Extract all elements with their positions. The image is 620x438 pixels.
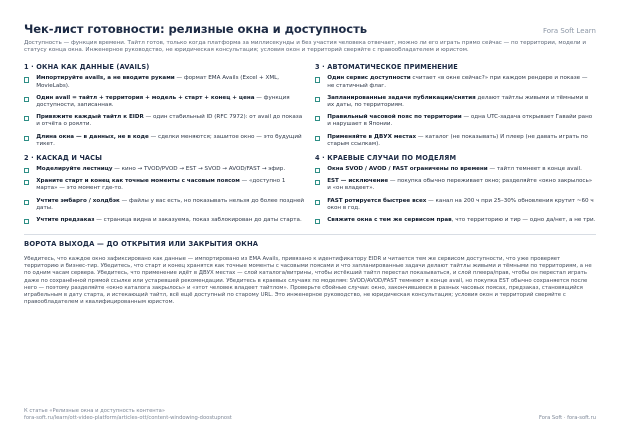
footer-article: К статье «Релизные окна и доступность контента» [24,408,166,414]
checklist-columns [24,60,596,229]
checklist-item-lead: FAST ротируется быстрее всех [327,197,427,204]
checklist-item-lead: EST — исключение [327,178,389,185]
checklist-item-detail: — функция доступности, записанная. [36,94,290,109]
checklist-item-lead: Один avail = тайтл + территория + модель + старт + конец + цена [36,94,255,101]
checklist-item-detail: — одна UTC-задача открывает Гавайи рано и нарушает в Японии. [327,114,593,128]
checklist-item-text [36,178,305,192]
checklist-item-text [327,198,596,212]
section-divider [24,234,596,235]
checklist-item-text [36,95,305,109]
checklist-item-text [327,217,595,224]
checklist-item [24,134,305,148]
footer-source [24,408,232,422]
checkbox[interactable] [315,200,320,205]
checklist-item-text [36,166,285,173]
checklist-item-detail: считает «в окне сейчас?» при каждом рендере и показе — не статичный флаг. [327,75,588,89]
checklist-item [315,166,596,173]
checklist-item-detail: — каталог (не показывать) И плеер (не давать играть по старым ссылкам). [327,133,588,147]
checklist-item-lead: Учтите предзаказ [36,217,95,224]
checkbox[interactable] [24,136,29,141]
checklist-item-lead: Применяйте в ДВУХ местах [327,133,417,140]
checklist-item-lead: Длина окна — в данных, не в коде [36,133,149,140]
checklist-item-detail: — кино → TVOD/PVOD → EST → SVOD → AVOD/FAST → эфир. [112,166,286,173]
gate-text: Убедитесь, что каждое окно зафиксировано как данные — импортировано из EMA Avails, привязано к идентификатору EIDR и читается тем же сервисом доступности, что уже проверяет территорию и бизнес-тир. Убедитесь, что старт и конец хранятся как точные моменты с часовыми поясами и что запланированные задачи делают тайтлы живыми и тёмными по территориям, а не по одним часам сервера. Убедитесь, что применение идёт в ДВУХ местах — слой каталога/витрины, чтобы истёкший тайтл перестал показываться, и слой плеера/прав, чтобы он перестал играть даже по сохранённой прямой ссылке или устаревшей рекомендации. Убедитесь в краевых случаях по моделям: SVOD/AVOD/FAST темнеют в конце avail, но покупка EST обычно сохраняется после него — поэтому разделяйте «окно каталога закрылось» и «этот человек владеет тайтлом». Проверьте сбойные случаи: окно, закончившееся в разных часовых поясах, предзаказ, становящийся играбельным в дату старта, и истекающий тайтл, всё ещё доступный по старому URL. Это инженерное руководство, не юридическая консультация; условия окон и территорий сверяйте с правообладателем и квалифицированным юристом. [24,256,592,305]
checklist-item-lead: Импортируйте avails, а не вводите руками [36,75,175,82]
checkbox[interactable] [24,77,29,82]
checklist-item-lead: Запланированные задачи публикации/снятия [327,94,476,101]
checklist-item-detail: — формат EMA Avails (Excel + XML, MovieLabs). [36,75,280,89]
checklist-item-detail: — страница видна и заказуема, показ заблокирован до даты старта. [94,217,302,224]
checkbox[interactable] [315,180,320,185]
gate-heading: ВОРОТА ВЫХОДА — ДО ОТКРЫТИЯ ИЛИ ЗАКРЫТИЯ ОКНА [24,240,259,249]
checklist-item-lead: Свяжите окна с тем же сервисом прав [327,217,452,224]
checkbox[interactable] [315,97,320,102]
checklist-item-detail: — сделки меняются; зашитое окно — это будущий тикет. [36,133,302,147]
footer-brand: Fora Soft · fora-soft.ru [538,415,596,421]
checklist-item [315,95,596,109]
checklist-item-detail: — тайтл темнеет в конце avail. [487,166,582,173]
intro-text: Доступность — функция времени. Тайтл готов, только когда платформа за миллисекунды и без участия человека отвечает, можно ли его играть прямо сейчас — по территории, модели и статусу конца окна. Инженерное руководство, не юридическая консультация; условия окон и территорий сверяйте с правообладателем и юристом. [24,40,586,54]
checkbox[interactable] [24,180,29,185]
checklist-item-lead: Моделируйте лестницу [36,166,113,173]
checkbox[interactable] [315,219,320,224]
checklist-item [315,198,596,212]
checklist-item-text [36,114,305,128]
checklist-item-lead: Храните старт и конец как точные моменты с часовым поясом [36,178,240,185]
checkbox[interactable] [315,168,320,173]
checkbox[interactable] [24,219,29,224]
checklist-item [24,198,305,212]
checklist-item [24,75,305,89]
checklist-item [315,134,596,148]
checklist-item [315,178,596,192]
checklist-item-text [36,217,302,224]
checklist-item [315,114,596,128]
checklist-item-lead: Привяжите каждый тайтл к EIDR [36,114,144,121]
checklist-item-lead: Окна SVOD / AVOD / FAST ограничены по времени [327,166,488,173]
footer-url[interactable]: fora-soft.ru/learn/ott-video-platform/articles-ott/content-windowing-doostupnost [24,415,232,421]
checklist-item-text [327,134,596,148]
checkbox[interactable] [315,136,320,141]
checklist-item [24,217,305,224]
section-heading: 2 · КАСКАД И ЧАСЫ [24,154,103,163]
checklist-item-text [36,134,305,148]
checkbox[interactable] [24,97,29,102]
checklist-item [24,178,305,192]
checklist-item [24,114,305,128]
left-column [24,60,305,229]
section-heading: 4 · КРАЕВЫЕ СЛУЧАИ ПО МОДЕЛЯМ [315,154,457,163]
checklist-item-detail: — канал на 200 ч при 25–30% обновления крутит ~60 ч окон в год. [327,197,594,211]
checklist-item-detail: — покупка обычно переживает окно; разделяйте «окно закрылось» и «он владеет». [327,178,593,192]
checklist-item-text [36,198,305,212]
checklist-item-text [327,75,596,89]
checklist-item-lead: Правильный часовой пояс по территории [327,114,462,121]
checkbox[interactable] [24,116,29,121]
checklist-item [315,217,596,224]
checklist-item-text [327,95,596,109]
checklist-item-detail: — файлы у вас есть, но показывать нельзя до более поздней даты. [36,197,305,211]
checklist-item-detail: — «доступно 1 марта» — это момент где-то. [36,178,286,192]
checklist-item-lead: Один сервис доступности [327,75,411,82]
checkbox[interactable] [315,77,320,82]
checkbox[interactable] [24,168,29,173]
checklist-item-text [327,114,596,128]
checklist-item-detail: делают тайтлы живыми и тёмными в их даты, по территориям. [327,94,589,109]
checklist-item [24,95,305,109]
checklist-item-detail: — один стабильный ID (RFC 7972): от avail до показа и отчёта о роялти. [36,114,303,128]
checklist-item-lead: Учтите эмбарго / холдбэк [36,197,120,204]
right-column [315,60,596,229]
checklist-item [315,75,596,89]
checklist-item-detail: , что территорию и тир — одно да/нет, а не три. [451,217,596,224]
section-heading: 1 · ОКНА КАК ДАННЫЕ (AVAILS) [24,63,150,72]
checklist-item [24,166,305,173]
checklist-item-text [36,75,305,89]
section-heading: 3 · АВТОМАТИЧЕСКОЕ ПРИМЕНЕНИЕ [315,63,458,72]
checkbox[interactable] [315,116,320,121]
page-header [24,22,596,36]
brand-label: Fora Soft Learn [542,27,596,35]
checklist-item-text [327,166,582,173]
checkbox[interactable] [24,200,29,205]
page-footer [24,408,596,422]
checklist-item-text [327,178,596,192]
page-title: Чек-лист готовности: релизные окна и доступность [24,22,367,36]
